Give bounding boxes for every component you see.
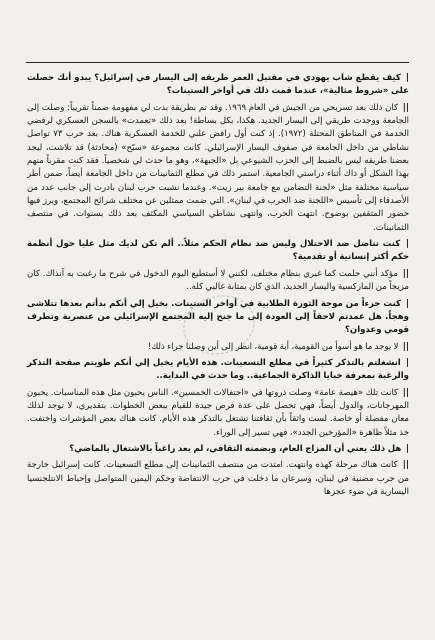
question-paragraph: [27, 238, 409, 265]
question-paragraph: [27, 298, 409, 338]
paragraph-marker: ||: [402, 460, 409, 471]
paragraph-marker: |: [405, 73, 409, 83]
paragraph-marker: |: [405, 357, 410, 368]
answer-paragraph: [27, 387, 409, 440]
paragraph-marker: ||: [402, 341, 409, 352]
paragraph-text: انشغلتم بالتذكر كثيراً في مطلع التسعينات. هذه الأيام يخيل إلي أنكم طويتم صفحة التذكر والرغبة بمعرفة خبايا الذاكرة الجماعية.. وما حدث في البداية..: [27, 357, 409, 382]
answer-paragraph: [27, 341, 409, 354]
paragraph-text: كيف يقطع شاب يهودي في مقتبل العمر طريقه إلى اليسار في إسرائيل؟ يبدو أنك حصلت على «شروط مثالية»، عندما قمت ذلك في أواخر الستينات؟: [27, 73, 409, 97]
paragraph-text: هل ذلك يعني أن المزاج العام، وبضمنه الثقافي، لم يعد راغباً بالاشتغال بالماضي؟: [69, 443, 402, 454]
paragraph-text: كنت تناضل ضد الاحتلال ولیس ضد نظام الحكم مثلاً.. ألم تكن لديك مثل عليا حول أنظمة حكم أكثر إنسانية أو تقدمية؟: [27, 239, 409, 263]
paragraph-text: كنت جزءاً من موجة الثورة الطلابية في أواخر الستينات. بخيل إلي أنكم بدأتم بعدها تتلاشى وهجاً. هل عمدتم لاحقاً إلى العودة إلى ما جنح إليه المجتمع الإسرائيلي من عنصرية وتطرف قومي وعدوان؟: [27, 298, 409, 336]
paragraph-marker: ||: [402, 102, 409, 113]
question-paragraph: [27, 72, 409, 99]
paragraph-text: كان ذلك بعد تسريحي من الجيش في العام ١٩٦٩. وقد تم بطريقة بدت لي مفهومة ضمناً تقريباً: وصلت إلى الجامعة ووجدت طريقي إلى اليسار الجديد. هكذا، بكل بساطة! بعد ذلك «تعمدت» بالسجن العسكري لرفضي الخدمة في المناطق المحتلة (١٩٧٢). إذ كنت أول رافض علني للخدمة العسكرية هناك. بعد حرب ٧٣ تواصل نشاطي من داخل الجامعة في صفوف اليسار الإسرائيلي. كانت مجموعة «سيّح» (محادثة) قد تلاشت، ليجد بعضنا طريقه ليس بالضبط إلى الحزب الشيوعي بل «الجبهة»، وهو ما حدث لي شخصياً. فقد كنت مقرباً منهم بهذا الشكل أو ذاك أثناء دراستي الجامعية. استمر ذلك في مطلع الثمانينات من داخل الجامعة أيضاً، ضمن أطر سياسية مختلفة مثل «لجنة التضامن مع جامعة بير زيت». وعندما نشبت حرب لبنان بادرت إلى جانب عدد من الأصدقاء إلى تأسيس «اللجنة ضد الحرب في لبنان». التي ضمت ممثلين عن مختلف شرائح المجتمع، وبرز فيها حضور المثقفين بوضوح. انتهت الحرب، وانتهى نشاطي السياسي المكثف بعد ذلك بسنوات. في منتصف الثمانينات.: [27, 102, 409, 233]
paragraph-text: كانت هناك مرحلة كهذه وانتهت. امتدت من منتصف الثمانينات إلى مطلع التسعينات. كانت إسرائيل خارجة من حرب مضنية في لبنان، وسرعان ما دخلت في حرب الانتفاضة وحكم اليمين المتواصل وإحباط الانتلجنسيا اليسارية في ضوء عجزها: [27, 460, 409, 497]
top-rule: [26, 62, 409, 63]
paragraph-marker: ||: [402, 268, 409, 279]
paragraph-marker: |: [405, 239, 409, 250]
question-paragraph: [27, 357, 409, 384]
document-body: [27, 72, 409, 499]
paragraph-marker: ||: [402, 387, 409, 398]
paragraph-marker: |: [405, 298, 410, 309]
paragraph-text: لا يوجد ما هو أسوأ من القومية، أية قومية، انظر إلى أين وصلنا جراء ذلك!: [147, 341, 399, 352]
answer-paragraph: [27, 268, 409, 295]
paragraph-text: مؤكد أنني حلمت كما غيري بنظام مختلف، لكنني لا أستطيع اليوم الدخول في شرح ما رغبت به آنذاك. كان مزيجاً من الماركسية واليسار الجديد، الذي كان بمثابة غالبي كله..: [27, 268, 409, 293]
paragraph-text: كانت تلك «هيصة عامة» وصلت ذروتها في «احتفالات الخمسين». الناس يحبون مثل هذه المناسبات. يحبون المهرجانات، والدول أيضاً، فهي تحصل على عدة فرص جيدة للقيام ببعض الخطوات. بتقديري، لا توجد لذلك معان مفضلة أو خاصة. لست واثقاً بأن ثقافتنا تشتغل بالتذكر هذه الأيام. كانت هناك بعض المؤشرات واختفت. خذ مثلاً ظاهرة «المؤرخين الجدد»، فهي تسير إلى الوراء.: [27, 387, 409, 438]
question-paragraph: [27, 443, 409, 456]
paragraph-marker: |: [405, 443, 409, 454]
answer-paragraph: [27, 102, 409, 235]
answer-paragraph: [27, 459, 409, 499]
